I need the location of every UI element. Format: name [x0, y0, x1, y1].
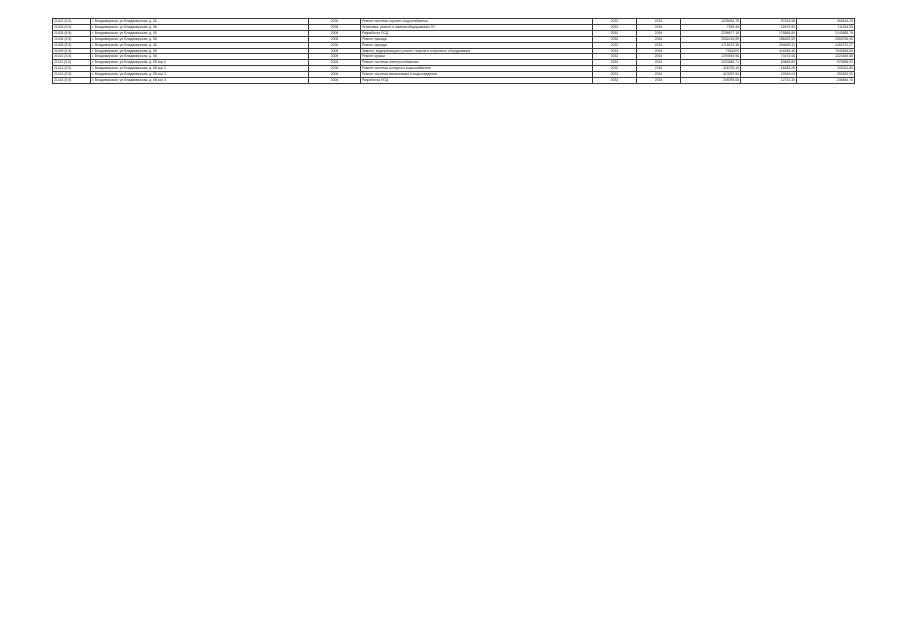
cell-sum-2: 7542654,60 — [797, 48, 855, 54]
cell-work: Ремонт системы канализации и водоотведения — [361, 72, 593, 78]
cell-work: Ремонт крыши — [361, 54, 593, 60]
cell-cost: 1294945,96 — [681, 54, 741, 60]
cell-year-end: 2034 — [637, 66, 681, 72]
cell-address: г. Владимирская, ул.Владимирская, д. 56 — [91, 24, 309, 30]
cell-sum-1: 12710,30 — [741, 78, 797, 84]
cell-sum-1: 57624,98 — [741, 19, 797, 25]
cell-sum-1: 16483,26 — [741, 66, 797, 72]
cell-sum-2: 970896,91 — [797, 60, 855, 66]
cell-year: 2006 — [309, 72, 361, 78]
cell-id: 21414 (5.5) — [53, 72, 91, 78]
cell-id: 21402 (5.5) — [53, 19, 91, 25]
cell-address: г. Владимирская, ул.Владимирская, д. 56 — [91, 19, 309, 25]
cell-year-start: 2032 — [593, 78, 637, 84]
cell-year-end: 2034 — [637, 48, 681, 54]
cell-year-start: 2032 — [593, 66, 637, 72]
cell-address: г. Владимирская, ул.Владимирская, д. 58 — [91, 36, 309, 42]
cell-year: 2006 — [309, 78, 361, 84]
cell-year-end: 2034 — [637, 72, 681, 78]
cell-work: Разработка ПСД — [361, 78, 593, 84]
cell-cost: 413097,54 — [681, 72, 741, 78]
cell-work: Разработка ПСД — [361, 30, 593, 36]
cell-year-end: 2034 — [637, 78, 681, 84]
cell-year: 2006 — [309, 42, 361, 48]
cell-year-end: 2034 — [637, 19, 681, 25]
cell-work: Ремонт фасада — [361, 42, 593, 48]
cell-sum-1: 53659,80 — [741, 60, 797, 66]
cell-year: 2006 — [309, 36, 361, 42]
spreadsheet-page — [52, 18, 854, 84]
cell-sum-2: 2865786,40 — [797, 36, 855, 42]
cell-year-start: 2032 — [593, 72, 637, 78]
cell-sum-1: 22545,04 — [741, 72, 797, 78]
cell-cost: 1028054,78 — [681, 19, 741, 25]
cell-cost: 249295,08 — [681, 78, 741, 84]
cell-sum-2: 4451970,27 — [797, 42, 855, 48]
table-body — [53, 19, 855, 84]
cell-year-start: 2032 — [593, 42, 637, 48]
cell-year-end: 2034 — [637, 54, 681, 60]
cell-year-start: 2032 — [593, 24, 637, 30]
cell-address: г. Владимирская, ул.Владимирская, д. 58 кор.3 — [91, 60, 309, 66]
cell-cost: 2298677,18 — [681, 30, 741, 36]
cell-work: Замена, модернизация и ремонт лифтов и лифтового оборудования — [361, 48, 593, 54]
cell-sum-2: 1224469,88 — [797, 54, 855, 60]
cell-year-start: 2032 — [593, 36, 637, 42]
cell-id: 21403 (5.5) — [53, 24, 91, 30]
cell-year-start: 2032 — [593, 54, 637, 60]
cell-id: 21413 (5.5) — [53, 66, 91, 72]
cell-year-end: 2034 — [637, 24, 681, 30]
cell-year-end: 2034 — [637, 30, 681, 36]
table-row — [53, 78, 855, 84]
cell-year: 2006 — [309, 60, 361, 66]
cell-address: г. Владимирская, ул.Владимирская, д. 58 кор.3 — [91, 78, 309, 84]
cell-year: 2006 — [309, 66, 361, 72]
cell-cost: 3052415,99 — [681, 36, 741, 42]
cell-sum-1: 178889,80 — [741, 30, 797, 36]
cell-id: 21411 (5.5) — [53, 60, 91, 66]
cell-work: Установка, ремонт и замена общедомовых ПУ — [361, 24, 593, 30]
cell-year-start: 2032 — [593, 19, 637, 25]
cell-address: г. Владимирская, ул.Владимирская, д. 58 кор.3 — [91, 72, 309, 78]
cell-year-start: 2032 — [593, 60, 637, 66]
cell-cost: 1024556,71 — [681, 60, 741, 66]
cell-year: 2006 — [309, 19, 361, 25]
cell-cost: 7393 45 — [681, 24, 741, 30]
cell-year: 2006 — [309, 48, 361, 54]
cell-year-end: 2034 — [637, 42, 681, 48]
cell-sum-1: 418345,40 — [741, 48, 797, 54]
cell-work: Ремонт системы электроснабжения — [361, 60, 593, 66]
cell-year: 2006 — [309, 54, 361, 60]
cell-id: 21409 (5.5) — [53, 48, 91, 54]
cell-work: Ремонт фасада — [361, 36, 593, 42]
cell-year: 2006 — [309, 30, 361, 36]
cell-sum-1: 265690,11 — [741, 42, 797, 48]
cell-cost: 316795,10 — [681, 66, 741, 72]
cell-address: г. Владимирская, ул.Владимирская, д. 56 — [91, 30, 309, 36]
cell-cost: 4715679,38 — [681, 42, 741, 48]
cell-work: Ремонт системы холодного водоснабжения — [361, 66, 593, 72]
cell-sum-1: 12675,90 — [741, 24, 797, 30]
cell-sum-2: 2143685,76 — [797, 30, 855, 36]
cell-sum-1: 186529,59 — [741, 36, 797, 42]
cell-address: г. Владимирская, ул.Владимирская, д. 58 — [91, 54, 309, 60]
cell-sum-2: 390552,50 — [797, 72, 855, 78]
cell-year-start: 2032 — [593, 48, 637, 54]
cell-sum-2: 236584,78 — [797, 78, 855, 84]
cell-id: 21404 (5.5) — [53, 30, 91, 36]
cell-id: 21410 (5.5) — [53, 54, 91, 60]
cell-cost: 7961000 — [681, 48, 741, 54]
data-table — [52, 18, 855, 84]
cell-sum-2: 969434,29 — [797, 19, 855, 25]
cell-year-start: 2032 — [593, 30, 637, 36]
cell-address: г. Владимирская, ул.Владимирская, д. 58 — [91, 42, 309, 48]
cell-year: 2006 — [309, 24, 361, 30]
cell-id: 21408 (5.5) — [53, 42, 91, 48]
cell-year-end: 2034 — [637, 36, 681, 42]
cell-work: Ремонт системы горячего водоснабжения — [361, 19, 593, 25]
cell-year-end: 2034 — [637, 60, 681, 66]
cell-id: 21415 (5.5) — [53, 78, 91, 84]
cell-address: г. Владимирская, ул.Владимирская, д. 58 кор.3 — [91, 66, 309, 72]
cell-sum-2: 300311,84 — [797, 66, 855, 72]
cell-id: 21406 (5.5) — [53, 36, 91, 42]
cell-sum-1: 70476,08 — [741, 54, 797, 60]
cell-sum-2: 111334,55 — [797, 24, 855, 30]
cell-address: г. Владимирская, ул.Владимирская, д. 58 — [91, 48, 309, 54]
